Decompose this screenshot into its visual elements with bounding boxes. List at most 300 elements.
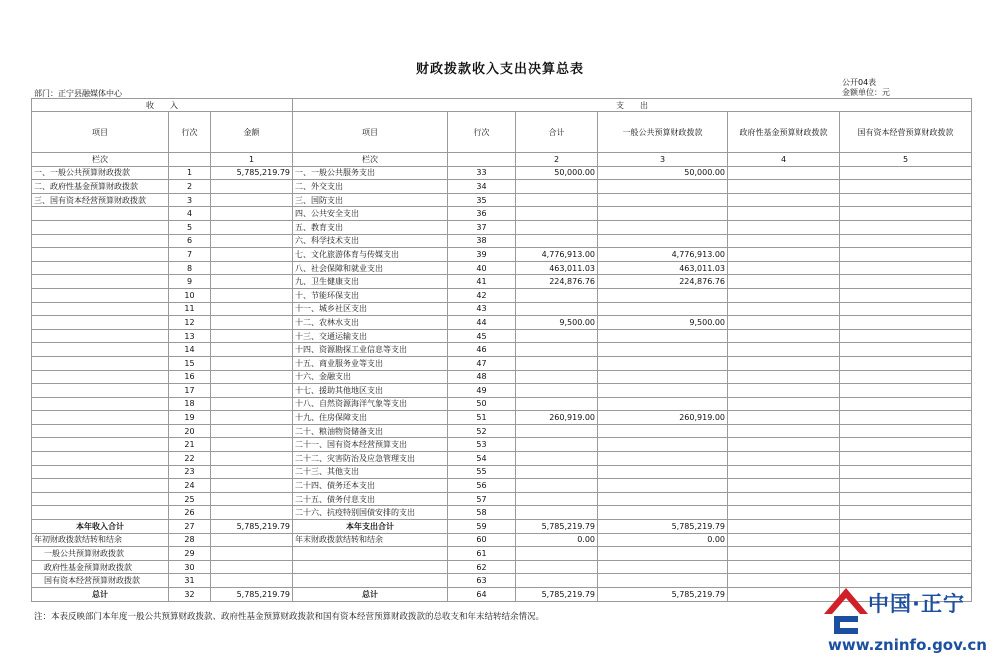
state-capital-amount-cell [840,316,972,330]
expense-row-no-cell: 55 [448,465,516,479]
income-item-cell: 总计 [32,588,169,602]
table-row [32,424,972,438]
expense-item-cell: 二十五、债务付息支出 [293,492,448,506]
expense-row-no-cell: 41 [448,275,516,289]
income-row-no-cell: 30 [169,560,211,574]
table-row [32,248,972,262]
expense-total-cell: 4,776,913.00 [516,248,598,262]
income-amount-cell [211,234,293,248]
gov-fund-amount-cell [728,438,840,452]
gov-fund-amount-cell [728,411,840,425]
table-row [32,343,972,357]
income-amount-cell [211,384,293,398]
gov-fund-amount-cell [728,316,840,330]
income-row-no-cell: 13 [169,329,211,343]
income-amount-cell: 5,785,219.79 [211,588,293,602]
income-row-no-cell: 23 [169,465,211,479]
general-budget-amount-cell: 4,776,913.00 [598,248,728,262]
state-capital-amount-cell [840,560,972,574]
gov-fund-amount-cell [728,234,840,248]
expense-total-cell: 260,919.00 [516,411,598,425]
expense-row-no-cell: 36 [448,207,516,221]
gov-fund-amount-cell [728,288,840,302]
gov-fund-amount-cell [728,384,840,398]
income-item-cell: 本年收入合计 [32,520,169,534]
general-budget-amount-cell [598,343,728,357]
expense-total-cell [516,370,598,384]
expense-item-cell: 十一、城乡社区支出 [293,302,448,316]
column-no-label-right: 栏次 [293,153,448,167]
expense-total-cell [516,560,598,574]
table-row [32,302,972,316]
income-item-cell: 三、国有资本经营预算财政拨款 [32,193,169,207]
expense-total-cell: 5,785,219.79 [516,520,598,534]
unit-block [842,78,890,98]
gov-fund-amount-cell [728,166,840,180]
state-capital-amount-cell [840,166,972,180]
table-row [32,207,972,221]
income-item-cell [32,465,169,479]
income-amount-cell [211,261,293,275]
state-capital-amount-cell [840,384,972,398]
income-amount-cell: 5,785,219.79 [211,166,293,180]
gov-fund-amount-cell [728,207,840,221]
gov-fund-amount-cell [728,275,840,289]
column-no-5: 5 [840,153,972,167]
general-budget-amount-cell [598,438,728,452]
income-row-no-cell: 14 [169,343,211,357]
expense-total-cell [516,465,598,479]
general-budget-amount-cell: 463,011.03 [598,261,728,275]
table-row [32,465,972,479]
income-item-cell [32,384,169,398]
general-budget-amount-cell [598,180,728,194]
expense-total-cell [516,424,598,438]
gov-fund-amount-cell [728,533,840,547]
state-capital-amount-cell [840,193,972,207]
table-row [32,166,972,180]
general-budget-amount-cell [598,384,728,398]
expense-item-cell: 二、外交支出 [293,180,448,194]
state-capital-amount-cell [840,220,972,234]
income-row-no-cell: 29 [169,547,211,561]
state-capital-amount-cell [840,438,972,452]
table-row [32,220,972,234]
expense-item-cell: 总计 [293,588,448,602]
general-budget-amount-cell [598,356,728,370]
expense-row-no-cell: 49 [448,384,516,398]
income-amount-cell [211,275,293,289]
income-amount-cell [211,574,293,588]
general-budget-amount-cell: 9,500.00 [598,316,728,330]
expense-row-no-cell: 52 [448,424,516,438]
state-capital-amount-cell [840,424,972,438]
expense-header: 支 出 [293,99,972,112]
expense-item-cell: 九、卫生健康支出 [293,275,448,289]
expense-row-no-cell: 58 [448,506,516,520]
general-budget-amount-cell [598,506,728,520]
watermark-url: www.zninfo.gov.cn [828,636,987,654]
table-row [32,547,972,561]
income-row-no-cell: 8 [169,261,211,275]
expense-row-no-cell: 47 [448,356,516,370]
expense-item-cell: 十七、援助其他地区支出 [293,384,448,398]
gov-fund-amount-cell [728,560,840,574]
expense-item-cell: 十四、资源勘探工业信息等支出 [293,343,448,357]
general-budget-amount-cell [598,424,728,438]
general-budget-amount-cell [598,465,728,479]
state-capital-amount-cell [840,533,972,547]
table-row [32,452,972,466]
income-amount-cell [211,479,293,493]
expense-total-cell: 9,500.00 [516,316,598,330]
state-capital-amount-cell [840,520,972,534]
footnote: 注：本表反映部门本年度一般公共预算财政拨款、政府性基金预算财政拨款和国有资本经营预算财政拨款的总收支和年末结转结余情况。 [34,612,545,622]
income-item-cell [32,234,169,248]
income-row-no-cell: 9 [169,275,211,289]
gov-fund-amount-cell [728,520,840,534]
expense-item-cell: 年末财政拨款结转和结余 [293,533,448,547]
expense-total-cell [516,234,598,248]
table-row [32,506,972,520]
income-item-cell [32,261,169,275]
income-row-no-cell: 10 [169,288,211,302]
income-item-cell [32,411,169,425]
gov-fund-amount-cell [728,343,840,357]
gov-fund-amount-cell [728,302,840,316]
income-item-cell [32,356,169,370]
column-no-3: 3 [598,153,728,167]
general-budget-amount-cell: 50,000.00 [598,166,728,180]
expense-total-cell [516,193,598,207]
general-budget-amount-cell [598,492,728,506]
income-item-cell [32,275,169,289]
income-amount-cell [211,452,293,466]
expense-item-cell: 二十六、抗疫特别国债安排的支出 [293,506,448,520]
table-row [32,438,972,452]
income-item-cell [32,506,169,520]
state-capital-amount-cell [840,207,972,221]
general-budget-amount-cell [598,479,728,493]
income-row-no-cell: 28 [169,533,211,547]
income-amount-cell [211,193,293,207]
table-row [32,492,972,506]
expense-row-no-cell: 63 [448,574,516,588]
state-capital-amount-cell [840,479,972,493]
income-item-cell [32,316,169,330]
income-amount-cell [211,207,293,221]
income-item-header: 项目 [32,112,169,153]
column-no-4: 4 [728,153,840,167]
expense-total-cell [516,356,598,370]
income-row-no-cell: 7 [169,248,211,262]
income-row-no-cell: 25 [169,492,211,506]
watermark-emblem-icon [822,586,870,636]
income-item-cell: 政府性基金预算财政拨款 [32,560,169,574]
expense-row-no-cell: 34 [448,180,516,194]
expense-total-cell [516,220,598,234]
expense-item-cell: 二十二、灾害防治及应急管理支出 [293,452,448,466]
income-amount-cell [211,411,293,425]
department-label: 部门：正宁县融媒体中心 [34,89,122,98]
expense-row-no-cell: 35 [448,193,516,207]
expense-item-cell: 二十一、国有资本经营预算支出 [293,438,448,452]
general-budget-amount-cell [598,574,728,588]
gov-fund-amount-cell [728,424,840,438]
income-item-cell [32,343,169,357]
expense-item-cell: 五、教育支出 [293,220,448,234]
expense-item-cell: 十二、农林水支出 [293,316,448,330]
state-capital-amount-cell [840,275,972,289]
general-budget-amount-cell [598,452,728,466]
header-row-top [32,99,972,112]
state-capital-amount-cell [840,248,972,262]
income-row-no-cell: 3 [169,193,211,207]
expense-item-header: 项目 [293,112,448,153]
income-row-no-cell: 16 [169,370,211,384]
income-row-no-cell: 24 [169,479,211,493]
table-row [32,234,972,248]
expense-row-no-cell: 43 [448,302,516,316]
expense-row-no-cell: 42 [448,288,516,302]
income-amount-cell [211,533,293,547]
income-row-no-cell: 32 [169,588,211,602]
expense-row-no-cell: 59 [448,520,516,534]
expense-row-no-cell: 62 [448,560,516,574]
expense-row-no-cell: 61 [448,547,516,561]
column-no-1: 1 [211,153,293,167]
income-amount-cell: 5,785,219.79 [211,520,293,534]
expense-row-no-cell: 60 [448,533,516,547]
state-capital-amount-cell [840,397,972,411]
expense-row-no-cell: 46 [448,343,516,357]
table-row [32,288,972,302]
expense-row-no-cell: 40 [448,261,516,275]
income-item-cell [32,288,169,302]
income-row-no-cell: 6 [169,234,211,248]
expense-row-no-cell: 53 [448,438,516,452]
general-budget-amount-cell: 224,876.76 [598,275,728,289]
state-capital-amount-cell [840,302,972,316]
income-item-cell [32,207,169,221]
table-row [32,520,972,534]
expense-item-cell: 七、文化旅游体育与传媒支出 [293,248,448,262]
expense-total-header: 合计 [516,112,598,153]
expense-row-no-cell: 50 [448,397,516,411]
expense-row-no-cell: 39 [448,248,516,262]
state-capital-amount-cell [840,465,972,479]
expense-row-no-cell: 54 [448,452,516,466]
expense-total-cell [516,547,598,561]
expense-total-cell: 0.00 [516,533,598,547]
income-amount-cell [211,465,293,479]
expense-item-cell: 十九、住房保障支出 [293,411,448,425]
income-amount-cell [211,343,293,357]
income-item-cell [32,397,169,411]
general-budget-amount-cell [598,302,728,316]
expense-total-cell: 5,785,219.79 [516,588,598,602]
table-row [32,261,972,275]
gov-fund-amount-cell [728,547,840,561]
state-capital-amount-cell [840,343,972,357]
income-amount-cell [211,370,293,384]
gov-fund-amount-cell [728,180,840,194]
income-row-no-cell: 1 [169,166,211,180]
income-item-cell [32,248,169,262]
income-amount-cell [211,492,293,506]
expense-row-no-cell: 33 [448,166,516,180]
watermark-name: 中国·正宁 [868,592,965,616]
income-amount-cell [211,356,293,370]
income-amount-cell [211,506,293,520]
general-budget-amount-cell: 260,919.00 [598,411,728,425]
table-row [32,316,972,330]
expense-row-no-cell: 64 [448,588,516,602]
gov-fund-amount-cell [728,506,840,520]
income-row-no-cell: 19 [169,411,211,425]
table-row [32,356,972,370]
income-row-no-cell: 17 [169,384,211,398]
column-no-cell [448,153,516,167]
expense-item-cell: 三、国防支出 [293,193,448,207]
gov-fund-amount-cell [728,465,840,479]
table-row [32,384,972,398]
expense-row-no-cell: 37 [448,220,516,234]
expense-item-cell: 十六、金融支出 [293,370,448,384]
gov-fund-amount-cell [728,193,840,207]
expense-item-cell [293,560,448,574]
income-amount-cell [211,397,293,411]
gov-fund-header: 政府性基金预算财政拨款 [728,112,840,153]
expense-total-cell: 224,876.76 [516,275,598,289]
expense-total-cell [516,479,598,493]
income-amount-cell [211,424,293,438]
amount-unit: 金额单位：元 [842,88,890,97]
general-budget-amount-cell: 0.00 [598,533,728,547]
form-code: 公开04表 [842,78,877,87]
income-row-no-cell: 20 [169,424,211,438]
income-item-cell [32,479,169,493]
income-row-no-cell: 15 [169,356,211,370]
expense-total-cell [516,343,598,357]
expense-item-cell: 二十三、其他支出 [293,465,448,479]
expense-item-cell [293,574,448,588]
page-title: 财政拨款收入支出决算总表 [415,62,584,77]
income-row-no-cell: 11 [169,302,211,316]
income-amount-cell [211,438,293,452]
state-capital-amount-cell [840,288,972,302]
income-header: 收 入 [32,99,293,112]
income-item-cell [32,220,169,234]
general-budget-amount-cell [598,234,728,248]
state-capital-amount-cell [840,547,972,561]
income-amount-cell [211,220,293,234]
general-budget-amount-cell [598,370,728,384]
header-row [32,112,972,153]
expense-total-cell [516,207,598,221]
income-row-no-cell: 22 [169,452,211,466]
income-row-no-cell: 27 [169,520,211,534]
table-row [32,411,972,425]
column-no-2: 2 [516,153,598,167]
income-amount-header: 金额 [211,112,293,153]
income-row-no-cell: 26 [169,506,211,520]
gov-fund-amount-cell [728,220,840,234]
column-no-cell [169,153,211,167]
general-budget-amount-cell [598,547,728,561]
expense-row-no-cell: 56 [448,479,516,493]
general-budget-amount-cell [598,193,728,207]
income-amount-cell [211,316,293,330]
expense-item-cell: 二十四、债务还本支出 [293,479,448,493]
gov-fund-amount-cell [728,479,840,493]
income-row-no-cell: 4 [169,207,211,221]
state-capital-amount-cell [840,329,972,343]
table-row [32,275,972,289]
income-row-no-cell: 5 [169,220,211,234]
expense-item-cell: 本年支出合计 [293,520,448,534]
income-item-cell [32,370,169,384]
column-number-row [32,153,972,167]
expense-row-no-cell: 48 [448,370,516,384]
site-watermark [822,586,987,662]
expense-total-cell [516,384,598,398]
income-amount-cell [211,288,293,302]
state-capital-amount-cell [840,492,972,506]
income-row-no-header: 行次 [169,112,211,153]
expense-total-cell [516,506,598,520]
state-capital-amount-cell [840,411,972,425]
gov-fund-amount-cell [728,452,840,466]
table-row [32,479,972,493]
gov-fund-amount-cell [728,397,840,411]
income-item-cell: 年初财政拨款结转和结余 [32,533,169,547]
state-capital-amount-cell [840,356,972,370]
table-row [32,370,972,384]
income-item-cell: 一、一般公共预算财政拨款 [32,166,169,180]
gov-fund-amount-cell [728,329,840,343]
expense-row-no-header: 行次 [448,112,516,153]
table-row [32,533,972,547]
table-row [32,329,972,343]
gov-fund-amount-cell [728,492,840,506]
income-amount-cell [211,329,293,343]
expense-total-cell: 50,000.00 [516,166,598,180]
state-capital-amount-cell [840,452,972,466]
table-row [32,560,972,574]
expense-row-no-cell: 51 [448,411,516,425]
expense-item-cell: 十五、商业服务业等支出 [293,356,448,370]
column-no-label: 栏次 [32,153,169,167]
expense-total-cell [516,288,598,302]
general-budget-amount-cell: 5,785,219.79 [598,588,728,602]
expense-total-cell [516,302,598,316]
general-budget-amount-cell [598,560,728,574]
state-capital-amount-cell [840,370,972,384]
income-item-cell [32,452,169,466]
income-amount-cell [211,248,293,262]
table-row [32,193,972,207]
income-row-no-cell: 18 [169,397,211,411]
gov-fund-amount-cell [728,248,840,262]
income-item-cell: 二、政府性基金预算财政拨款 [32,180,169,194]
table-row [32,180,972,194]
income-item-cell: 一般公共预算财政拨款 [32,547,169,561]
expense-item-cell: 六、科学技术支出 [293,234,448,248]
general-budget-amount-cell [598,220,728,234]
income-amount-cell [211,302,293,316]
expense-item-cell: 十三、交通运输支出 [293,329,448,343]
